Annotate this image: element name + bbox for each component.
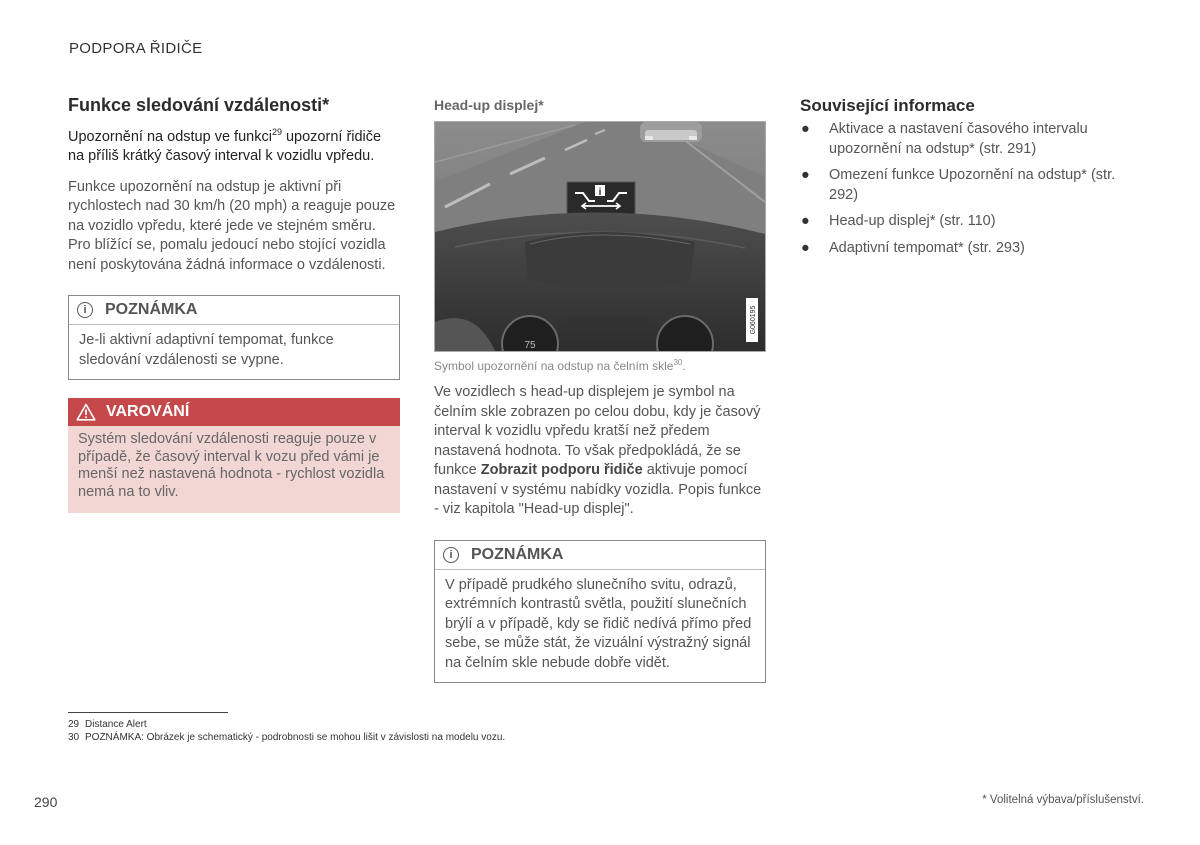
image-caption: Symbol upozornění na odstup na čelním skle$^{30}$. [434,358,686,373]
footnotes [68,718,505,744]
footnote-ref-30: 30 [673,358,683,367]
column-middle [434,97,766,683]
image-code: G060195 [750,305,757,335]
related-link-item[interactable]: ● Head-up displej* (str. 110) [801,213,996,229]
speedometer-reading: 75 [524,340,536,351]
note-label: POZNÁMKA [471,545,564,563]
related-link-item[interactable]: ● Omezení funkce Upozornění na odstup* (str. 292) [801,167,1116,203]
footnote-30: 30 POZNÁMKA: Obrázek je schematický - podrobnosti se mohou lišit v závislosti na modelu vozu. [68,732,506,743]
column-right [800,96,1140,265]
head-up-display-photo [434,121,766,352]
note-box-2 [434,540,766,684]
footnote-ref-29: 29 [271,127,282,137]
warning-label: VAROVÁNÍ [106,403,190,421]
subsection-title: Head-up displej* [434,97,544,113]
head-up-description: Ve vozidlech s head-up displejem je symbol na čelním skle zobrazen po celou dobu, kdy je časový interval k vozidlu vpředu kratší než předem nastavená hodnota. To však předpokládá, že se funkce Zobrazit podporu řidiče aktivuje pomocí nastavení v systému nabídky vozidla. Popis funkce - viz kapitola "Head-up displej". [434,384,762,517]
optional-equipment-note: * Volitelná výbava/příslušenství. [982,794,1144,806]
footnote-divider [68,712,228,713]
menu-setting-name: Zobrazit podporu řidiče [480,462,643,478]
note-text: Je-li aktivní adaptivní tempomat, funkce sledování vzdálenosti se vypne. [79,332,334,368]
related-info-title: Související informace [800,96,975,115]
svg-text:i: i [598,187,602,198]
related-link-item[interactable]: ● Adaptivní tempomat* (str. 293) [801,239,1025,256]
info-icon: i [77,302,93,318]
note-text: V případě prudkého slunečního svitu, odrazů, extrémních kontrastů světla, použití slunečních brýlí a v případě, kdy se řidič nedívá přímo před sebe, se může stát, že vizuální výstražný signál na čelním skle nebude dobře vidět. [445,576,752,671]
info-icon: i [443,547,459,563]
warning-box [68,398,400,513]
related-info-list [800,120,1140,258]
page-number: 290 [34,794,58,810]
column-left [68,95,400,513]
section-title: Funkce sledování vzdálenosti* [68,95,330,115]
note-box [68,295,400,380]
footnote-29: 29 Distance Alert [68,719,147,730]
intro-paragraph: Upozornění na odstup ve funkci$^{29}$ upozorní řidiče na příliš krátký časový interval k vozidlu vpředu. [68,127,382,164]
related-link-item[interactable]: ● Aktivace a nastavení časového intervalu upozornění na odstup* (str. 291) [801,121,1088,157]
warning-icon [76,403,96,421]
note-label: POZNÁMKA [105,301,198,319]
warning-text: Systém sledování vzdálenosti reaguje pouze v případě, že časový interval k vozu před vámi je menší než nastavená hodnota - rychlost vozidla nemá na to vliv. [78,431,385,500]
running-header: PODPORA ŘIDIČE [69,40,203,57]
distance-alert-description: Funkce upozornění na odstup je aktivní při rychlostech nad 30 km/h (20 mph) a reaguje pouze na vozidlo vpředu, které jede ve stejném směru. Pro blížící se, pomalu jedoucí nebo stojící vozidla není poskytována žádná informace o vzdálenosti. [68,178,396,273]
